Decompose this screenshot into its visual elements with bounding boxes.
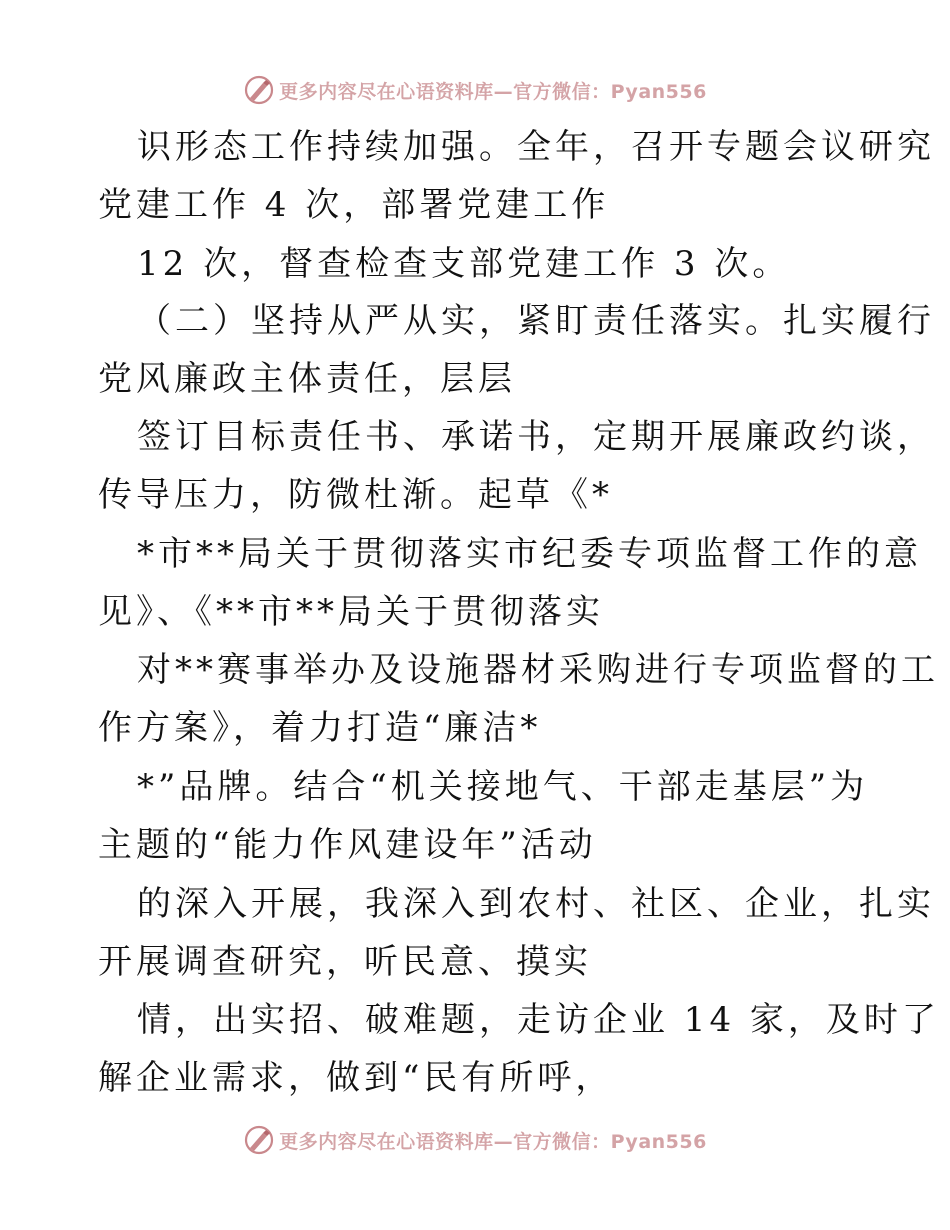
body-line: 开展调查研究，听民意、摸实 <box>98 942 592 982</box>
body-line: 见》、《**市**局关于贯彻落实 <box>98 592 604 632</box>
footer-watermark-banner <box>0 1120 950 1160</box>
body-line: （二）坚持从严从实，紧盯责任落实。扎实履行 <box>137 301 935 341</box>
body-line: 12 次，督查检查支部党建工作 3 次。 <box>137 244 791 284</box>
body-line: 党风廉政主体责任，层层 <box>98 359 516 399</box>
pen-logo-icon <box>243 1124 275 1156</box>
body-line: 的深入开展，我深入到农村、社区、企业，扎实 <box>137 884 935 924</box>
pen-logo-icon <box>243 74 275 106</box>
body-line: *”品牌。结合“机关接地气、干部走基层”为 <box>137 767 869 807</box>
body-line: 情，出实招、破难题，走访企业 14 家，及时了 <box>137 1000 940 1040</box>
body-line: 主题的“能力作风建设年”活动 <box>98 825 597 865</box>
body-line: 解企业需求，做到“民有所呼， <box>98 1058 614 1098</box>
header-watermark-text: 更多内容尽在心语资料库—官方微信：Pyan556 <box>279 80 707 103</box>
body-line: 签订目标责任书、承诺书，定期开展廉政约谈， <box>137 417 935 457</box>
header-watermark-banner <box>0 70 950 110</box>
body-line: *市**局关于贯彻落实市纪委专项监督工作的意 <box>137 534 922 574</box>
body-line: 识形态工作持续加强。全年，召开专题会议研究 <box>137 127 935 167</box>
body-line: 对**赛事举办及设施器材采购进行专项监督的工 <box>137 650 939 690</box>
body-line: 传导压力，防微杜渐。起草《* <box>98 475 613 515</box>
body-line: 作方案》，着力打造“廉洁* <box>98 708 542 748</box>
footer-watermark-text: 更多内容尽在心语资料库—官方微信：Pyan556 <box>279 1130 707 1153</box>
body-line: 党建工作 4 次，部署党建工作 <box>98 185 610 225</box>
